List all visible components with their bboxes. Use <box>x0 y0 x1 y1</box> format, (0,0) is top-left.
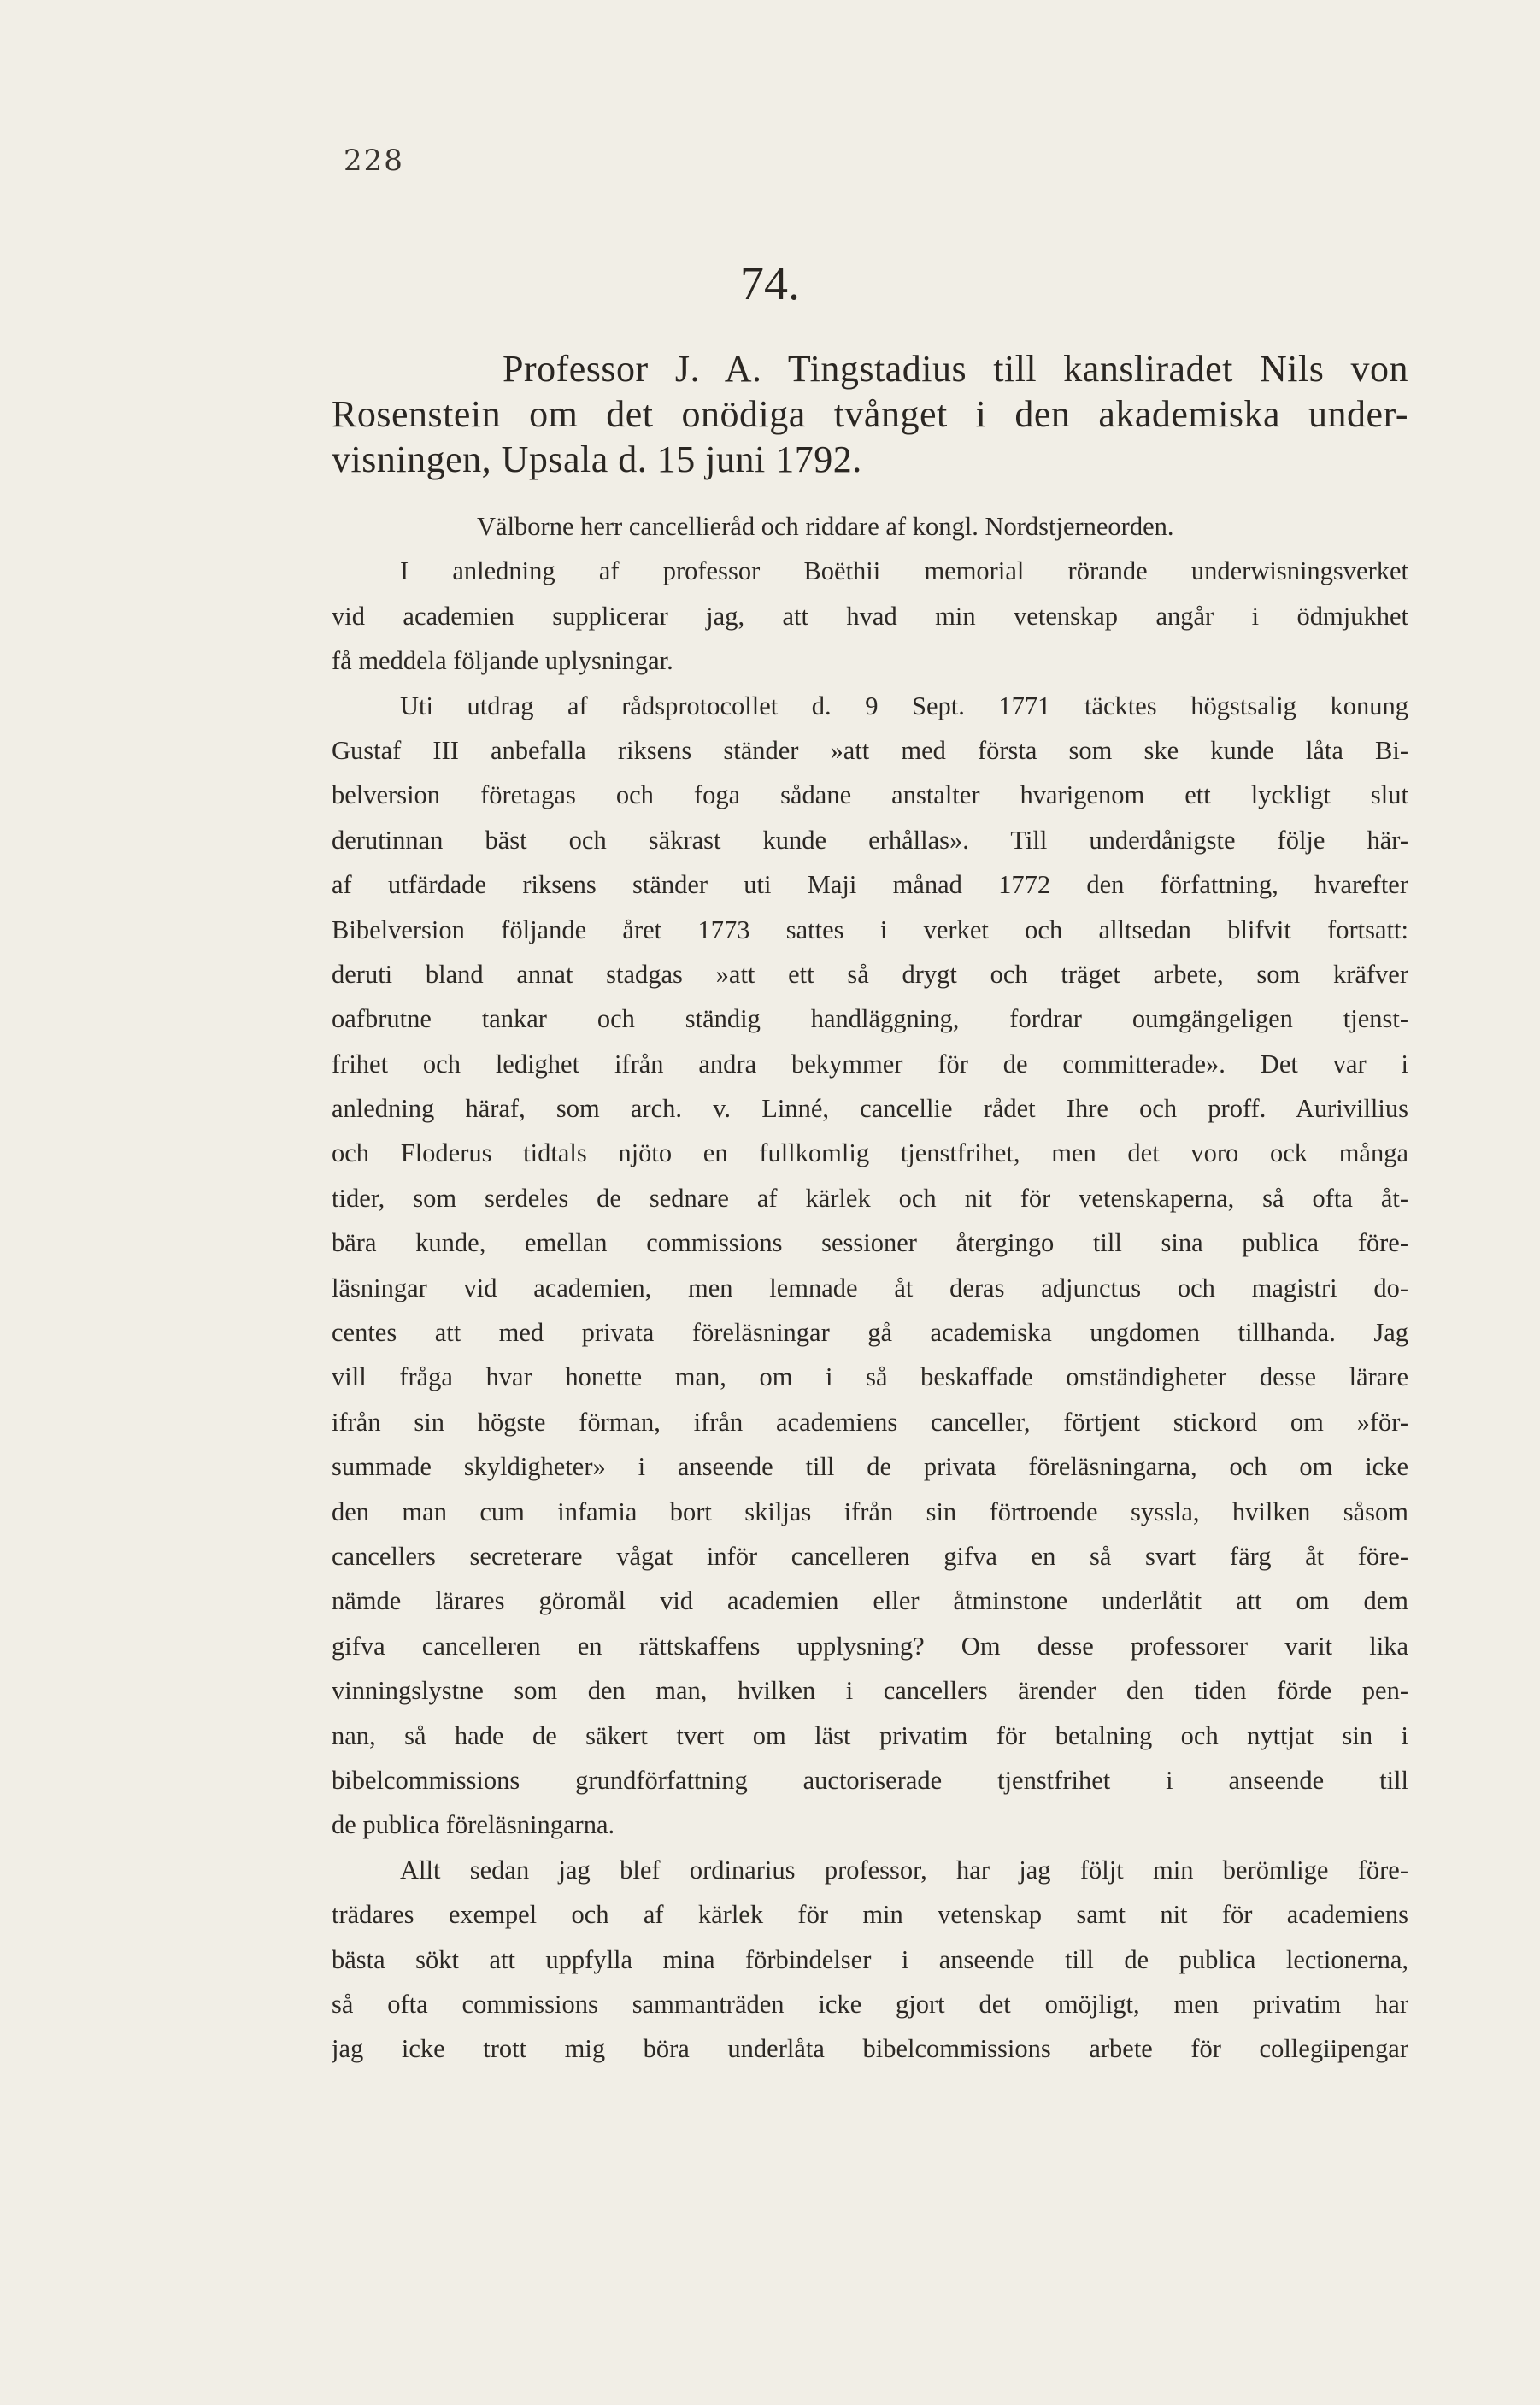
paragraph-line: läsningar vid academien, men lemnade åt deras adjunctus och magistri do- <box>332 1273 1408 1302</box>
paragraph-line: af utfärdade riksens ständer uti Maji månad 1772 den författning, hvarefter <box>332 870 1408 900</box>
paragraph-line: anledning häraf, som arch. v. Linné, cancellie rådet Ihre och proff. Aurivillius <box>332 1094 1408 1124</box>
document-heading <box>332 346 1408 482</box>
paragraph-line: nämde lärares göromål vid academien eller åtminstone underlåtit att om dem <box>332 1586 1408 1616</box>
paragraph-line: nan, så hade de säkert tvert om läst privatim för betalning och nyttjat sin i <box>332 1720 1408 1750</box>
paragraph-line: frihet och ledighet ifrån andra bekymmer för de committerade». Det var i <box>332 1049 1408 1079</box>
paragraph-line: deruti bland annat stadgas »att ett så drygt och träget arbete, som kräfver <box>332 959 1408 989</box>
paragraph-line: bära kunde, emellan commissions sessioner återgingo till sina publica före- <box>332 1228 1408 1258</box>
paragraph-line: ifrån sin högste förman, ifrån academiens canceller, förtjent stickord om »för- <box>332 1407 1408 1437</box>
paragraph-line: Bibelversion följande året 1773 sattes i verket och alltsedan blifvit fortsatt: <box>332 914 1408 944</box>
paragraph-line: tider, som serdeles de sednare af kärlek och nit för vetenskaperna, så ofta åt- <box>332 1183 1408 1213</box>
paragraph-line: jag icke trott mig böra underlåta bibelcommissions arbete för collegiipengar <box>332 2034 1408 2064</box>
paragraph-line: vid academien supplicerar jag, att hvad min vetenskap angår i ödmjukhet <box>332 601 1408 631</box>
paragraph-line: bibelcommissions grundförfattning auctoriserade tjenstfrihet i anseende till <box>332 1765 1408 1795</box>
heading-line: Rosenstein om det onödiga tvånget i den akademiska under- <box>332 393 1408 435</box>
paragraph-line: den man cum infamia bort skiljas ifrån sin förtroende syssla, hvilken såsom <box>332 1497 1408 1526</box>
paragraph-line: Allt sedan jag blef ordinarius professor, har jag följt min berömlige före- <box>400 1855 1408 1885</box>
paragraph-line: trädares exempel och af kärlek för min vetenskap samt nit för academiens <box>332 1900 1408 1930</box>
paragraph-line: derutinnan bäst och säkrast kunde erhållas». Till underdånigste följe här- <box>332 825 1408 855</box>
document-number: 74. <box>740 257 800 310</box>
paragraph-line: så ofta commissions sammanträden icke gjort det omöjligt, men privatim har <box>332 1989 1408 2019</box>
salutation: Välborne herr cancellieråd och riddare af kongl. Nordstjerneorden. <box>477 512 1174 541</box>
page-number: 228 <box>344 144 404 178</box>
paragraph-line: centes att med privata föreläsningar gå academiska ungdomen tillhanda. Jag <box>332 1318 1408 1348</box>
paragraph-line: Uti utdrag af rådsprotocollet d. 9 Sept. 1771 täcktes högstsalig konung <box>400 691 1408 720</box>
paragraph-line: summade skyldigheter» i anseende till de privata föreläsningarna, och om icke <box>332 1452 1408 1482</box>
letter-body <box>332 504 1408 2072</box>
paragraph-line: Gustaf III anbefalla riksens ständer »att med första som ske kunde låta Bi- <box>332 735 1408 765</box>
paragraph-line: vinningslystne som den man, hvilken i cancellers ärender den tiden förde pen- <box>332 1676 1408 1706</box>
paragraph-line: I anledning af professor Boëthii memorial rörande underwisningsverket <box>400 556 1408 586</box>
paragraph-line: oafbrutne tankar och ständig handläggning, fordrar oumgängeligen tjenst- <box>332 1004 1408 1034</box>
paragraph-line: vill fråga hvar honette man, om i så beskaffade omständigheter desse lärare <box>332 1362 1408 1392</box>
paragraph-line: bästa sökt att uppfylla mina förbindelser i anseende till de publica lectionerna, <box>332 1944 1408 1974</box>
paragraph-line: gifva cancelleren en rättskaffens upplysning? Om desse professorer varit lika <box>332 1631 1408 1661</box>
paragraph-line: och Floderus tidtals njöto en fullkomlig tjenstfrihet, men det voro ock många <box>332 1138 1408 1168</box>
heading-line: Professor J. A. Tingstadius till kansliradet Nils von <box>503 348 1408 390</box>
paragraph-line: belversion företagas och foga sådane anstalter hvarigenom ett lyckligt slut <box>332 780 1408 810</box>
paragraph-line: de publica föreläsningarna. <box>332 1810 615 1840</box>
paragraph-line: få meddela följande uplysningar. <box>332 646 673 676</box>
heading-line: visningen, Upsala d. 15 juni 1792. <box>332 438 862 480</box>
paragraph-line: cancellers secreterare vågat inför cancelleren gifva en så svart färg åt före- <box>332 1541 1408 1571</box>
